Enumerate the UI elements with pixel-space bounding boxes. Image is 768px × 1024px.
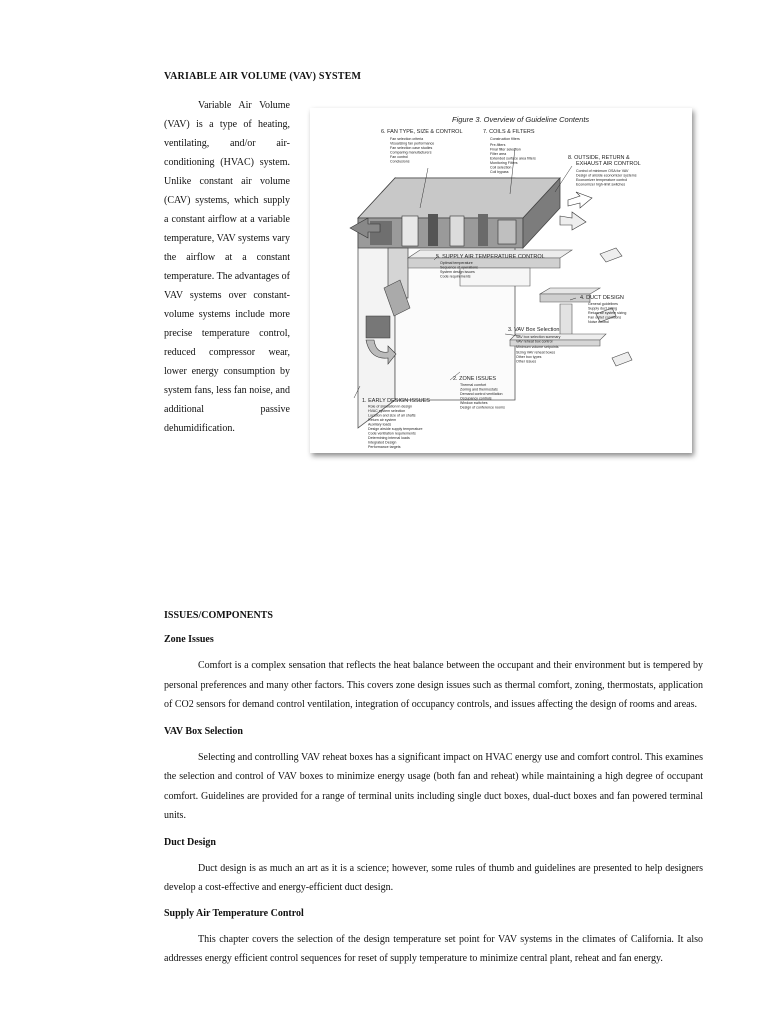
svg-text:Sequence of operations: Sequence of operations — [440, 265, 478, 270]
svg-text:6. FAN TYPE, SIZE & CONTROL: 6. FAN TYPE, SIZE & CONTROL — [381, 129, 463, 135]
svg-text:VAV reheat box control: VAV reheat box control — [516, 339, 553, 344]
svg-text:Code ventilation requirements: Code ventilation requirements — [368, 431, 416, 436]
svg-text:Fan outlet conditions: Fan outlet conditions — [588, 315, 622, 320]
figure-group-vav-box — [508, 327, 561, 364]
section-heading: ISSUES/COMPONENTS — [164, 610, 273, 621]
subsection-paragraph: Duct design is as much an art as it is a science; however, some rules of thumb and guidelines are presented to help designers develop a cost-effective and energy-efficient duct design. — [164, 862, 703, 893]
svg-text:Other issues: Other issues — [516, 359, 537, 364]
hvac-system-diagram — [310, 108, 692, 453]
svg-text:Design of conference rooms: Design of conference rooms — [460, 405, 505, 410]
document-title: VARIABLE AIR VOLUME (VAV) SYSTEM — [164, 71, 362, 82]
svg-text:Other box types: Other box types — [516, 355, 542, 359]
svg-text:Return air system: Return air system — [368, 418, 397, 422]
svg-text:Fan selection criteria: Fan selection criteria — [390, 137, 424, 141]
svg-text:Coil selection: Coil selection — [490, 165, 512, 170]
svg-text:Control of minimum OSA for VAV: Control of minimum OSA for VAV — [576, 169, 629, 173]
subsection-heading: Zone Issues — [164, 634, 214, 645]
svg-text:HVAC system selection: HVAC system selection — [368, 409, 406, 413]
svg-text:Fan selection case studies: Fan selection case studies — [390, 146, 433, 150]
svg-text:Zoning and thermostats: Zoning and thermostats — [460, 387, 498, 392]
intro-paragraph — [164, 96, 290, 438]
svg-text:4. DUCT DESIGN: 4. DUCT DESIGN — [580, 295, 624, 301]
svg-text:Code requirements: Code requirements — [440, 274, 471, 279]
svg-text:Economizer high-limit switches: Economizer high-limit switches — [576, 182, 626, 187]
svg-text:Pre-filters: Pre-filters — [490, 143, 506, 147]
svg-text:Window switches: Window switches — [460, 401, 488, 405]
svg-text:System design issues: System design issues — [440, 270, 475, 274]
svg-text:Occupancy controls: Occupancy controls — [460, 396, 492, 401]
subsection-heading: Supply Air Temperature Control — [164, 907, 304, 919]
svg-text:Visualizing fan performance: Visualizing fan performance — [390, 141, 435, 146]
svg-text:Auxiliary loads: Auxiliary loads — [368, 422, 392, 427]
svg-text:Design airside supply temperat: Design airside supply temperature — [368, 427, 423, 431]
svg-text:Monitoring Filters: Monitoring Filters — [490, 161, 518, 165]
svg-text:3. VAV Box Selection: 3. VAV Box Selection — [508, 327, 560, 333]
svg-text:Sizing VAV reheat boxes: Sizing VAV reheat boxes — [516, 350, 556, 355]
svg-text:General guidelines: General guidelines — [588, 302, 618, 306]
subsection-paragraph: Selecting and controlling VAV reheat boxes has a significant impact on HVAC energy use and comfort control. This examines the selection and control of VAV boxes to minimize energy usage (both fan and reheat) while maintaining a high degree of occupant comfort. Guidelines are provided for a range of terminal units including single duct boxes, dual-duct boxes and fan powered terminal units. — [164, 751, 703, 821]
svg-text:Supply duct sizing: Supply duct sizing — [588, 306, 617, 311]
figure-group-early-design — [362, 398, 430, 449]
svg-text:VAV box selection summary: VAV box selection summary — [516, 335, 561, 339]
svg-text:Economizer temperature control: Economizer temperature control — [576, 178, 628, 182]
subsection-paragraph: Comfort is a complex sensation that reflects the heat balance between the occupant and their environment but is tempered by personal preferences and many other factors. This covers zone design issues such as thermal comfort, zoning, thermostats, application of CO2 sensors for demand control ventilation, integration of occupancy controls, and issues affecting the design of rooms and areas. — [164, 660, 703, 710]
svg-text:Filter area: Filter area — [490, 152, 507, 156]
svg-text:1. EARLY DESIGN ISSUES: 1. EARLY DESIGN ISSUES — [362, 398, 430, 404]
svg-text:Coil bypass: Coil bypass — [490, 170, 509, 174]
svg-text:Role of simulation in design: Role of simulation in design — [368, 404, 412, 409]
svg-text:Conclusions: Conclusions — [390, 159, 410, 164]
svg-text:Fan control: Fan control — [390, 155, 408, 159]
figure-group-coils — [483, 129, 536, 174]
svg-text:Noise control: Noise control — [588, 320, 609, 324]
svg-text:2. ZONE ISSUES: 2. ZONE ISSUES — [453, 376, 497, 382]
subsection-heading: VAV Box Selection — [164, 725, 243, 737]
svg-text:Integrated Design: Integrated Design — [368, 440, 397, 445]
svg-text:7. COILS & FILTERS: 7. COILS & FILTERS — [483, 129, 535, 135]
svg-text:5. SUPPLY AIR TEMPERATURE CONT: 5. SUPPLY AIR TEMPERATURE CONTROL — [436, 254, 545, 260]
svg-text:Determining internal loads: Determining internal loads — [368, 436, 410, 440]
issues-components-section — [164, 609, 703, 969]
intro-text: Variable Air Volume (VAV) is a type of heating, ventilating, and/or air-conditioning (HVAC) system. Unlike constant air volume (CAV) systems, which supply a constant airflow at a variable temperature, VAV systems vary the airflow at a constant temperature. The advantages of VAV systems over constant-volume systems include more precise temperature control, reduced compressor wear, lower energy consumption by system fans, less fan noise, and additional passive dehumidification. — [164, 100, 290, 434]
guideline-overview-figure — [310, 108, 692, 453]
svg-text:Location and size of air shaft: Location and size of air shafts — [368, 413, 416, 418]
figure-group-duct-design — [580, 295, 626, 324]
subsection-paragraph: This chapter covers the selection of the design temperature set point for VAV systems in the climates of California. It also addresses energy efficient control sequences for reset of supply temperature to minimize central plant, reheat and fan energy. — [164, 933, 703, 964]
svg-text:Design of airside economizer s: Design of airside economizer systems — [576, 173, 637, 178]
svg-text:Construction filters: Construction filters — [490, 137, 520, 141]
svg-text:EXHAUST AIR CONTROL: EXHAUST AIR CONTROL — [576, 161, 641, 167]
svg-text:Comparing manufacturers: Comparing manufacturers — [390, 150, 432, 155]
figure-group-outside-air — [568, 155, 641, 187]
svg-text:8. OUTSIDE, RETURN &: 8. OUTSIDE, RETURN & — [568, 155, 630, 161]
subsection-heading: Duct Design — [164, 836, 216, 848]
svg-text:Demand control ventilation: Demand control ventilation — [460, 392, 503, 396]
svg-text:Extended surface area filters: Extended surface area filters — [490, 156, 536, 161]
svg-text:Final filter selection: Final filter selection — [490, 147, 521, 152]
figure-caption: Figure 3. Overview of Guideline Contents — [452, 115, 590, 124]
svg-text:Minimum volume setpoints: Minimum volume setpoints — [516, 345, 559, 349]
svg-text:Thermal comfort: Thermal comfort — [460, 383, 487, 387]
svg-text:Optimal temperature: Optimal temperature — [440, 261, 473, 265]
svg-text:Performance targets: Performance targets — [368, 445, 401, 449]
svg-text:Return air system sizing: Return air system sizing — [588, 311, 627, 315]
figure-group-fan — [381, 129, 463, 164]
